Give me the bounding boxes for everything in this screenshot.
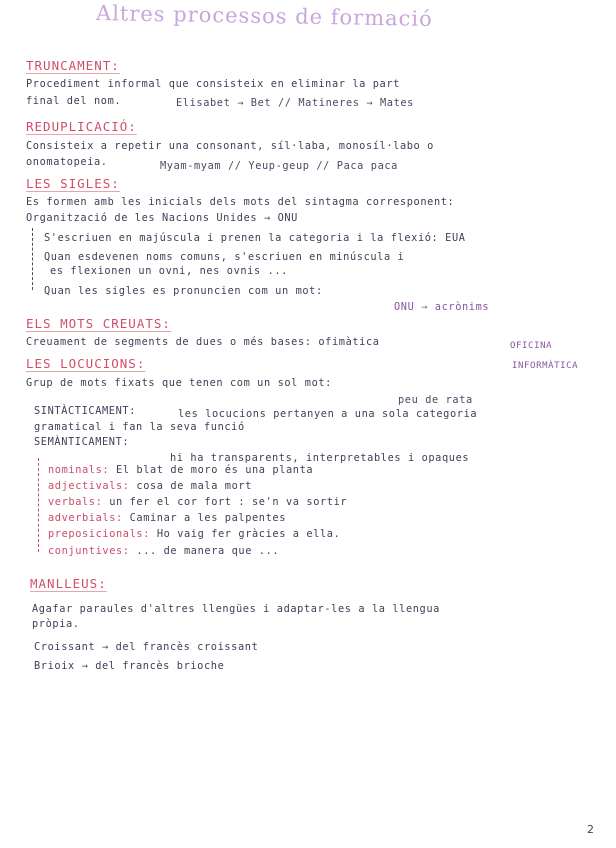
- sigles-bullet-3-example: ONU → acrònims: [394, 301, 490, 313]
- sigles-line-1: Es formen amb les inicials dels mots del sintagma corresponent:: [26, 196, 455, 208]
- locucions-sintactic-text-2: gramatical i fan la seva funció: [34, 421, 245, 433]
- heading-sigles: LES SIGLES:: [26, 176, 120, 191]
- page-number: 2: [587, 823, 594, 836]
- locucio-item: conjuntives: ... de manera que ...: [48, 545, 280, 557]
- truncament-line-1: Procediment informal que consisteix en eliminar la part: [26, 78, 400, 90]
- locucio-item: verbals: un fer el cor fort : se'n va sortir: [48, 496, 348, 508]
- locucions-sintactic-text: les locucions pertanyen a una sola categoria: [178, 408, 478, 420]
- reduplicacio-line-2: onomatopeia.: [26, 156, 108, 168]
- heading-manlleus: MANLLEUS:: [30, 576, 107, 591]
- locucio-item: adverbials: Caminar a les palpentes: [48, 512, 286, 524]
- locucio-item: adjectivals: cosa de mala mort: [48, 480, 252, 492]
- page-title: Altres processos de formació: [95, 1, 433, 31]
- sigles-bullet-3: Quan les sigles es pronuncien com un mot:: [44, 285, 323, 297]
- manlleus-line-1: Agafar paraules d'altres llengües i adaptar-les a la llengua: [32, 603, 440, 615]
- reduplicacio-line-1: Consisteix a repetir una consonant, síl·laba, monosíl·labo o: [26, 140, 434, 152]
- sigles-bullet-1: S'escriuen en majúscula i prenen la categoria i la flexió: EUA: [44, 232, 466, 244]
- manlleus-example-1: Croissant → del francès croissant: [34, 641, 259, 653]
- locucions-sintactic-label: SINTÀCTICAMENT:: [34, 405, 136, 417]
- sigles-bullet-2b: es flexionen un ovni, nes ovnis ...: [50, 265, 288, 277]
- mots-creuats-line-1: Creuament de segments de dues o més bases: ofimàtica: [26, 336, 380, 348]
- sigles-line-2: Organització de les Nacions Unides → ONU: [26, 212, 298, 224]
- heading-reduplicacio: REDUPLICACIÓ:: [26, 119, 137, 134]
- locucions-semantic-label: SEMÀNTICAMENT:: [34, 436, 130, 448]
- sigles-bullet-2: Quan esdevenen noms comuns, s'escriuen en minúscula i: [44, 251, 405, 263]
- locucions-bracket: [38, 458, 39, 552]
- manlleus-example-2: Brioix → del francès brioche: [34, 660, 225, 672]
- heading-locucions: LES LOCUCIONS:: [26, 356, 146, 371]
- locucio-item: nominals: El blat de moro és una planta: [48, 464, 314, 476]
- sigles-bracket: [32, 228, 33, 290]
- locucions-line-1-example: peu de rata: [398, 394, 473, 406]
- mots-creuats-note-2: INFORMÀTICA: [512, 361, 579, 371]
- locucions-semantic-text: hi ha transparents, interpretables i opaques: [170, 452, 470, 464]
- reduplicacio-example: Myam-myam // Yeup-geup // Paca paca: [160, 160, 398, 172]
- manlleus-line-2: pròpia.: [32, 618, 80, 630]
- locucio-item: preposicionals: Ho vaig fer gràcies a ella.: [48, 528, 341, 540]
- heading-mots-creuats: ELS MOTS CREUATS:: [26, 316, 171, 331]
- locucions-line-1: Grup de mots fixats que tenen com un sol mot:: [26, 377, 332, 389]
- truncament-line-2: final del nom.: [26, 95, 122, 107]
- truncament-example: Elisabet → Bet // Matineres → Mates: [176, 97, 414, 109]
- mots-creuats-note-1: OFICINA: [510, 341, 553, 351]
- heading-truncament: TRUNCAMENT:: [26, 58, 120, 73]
